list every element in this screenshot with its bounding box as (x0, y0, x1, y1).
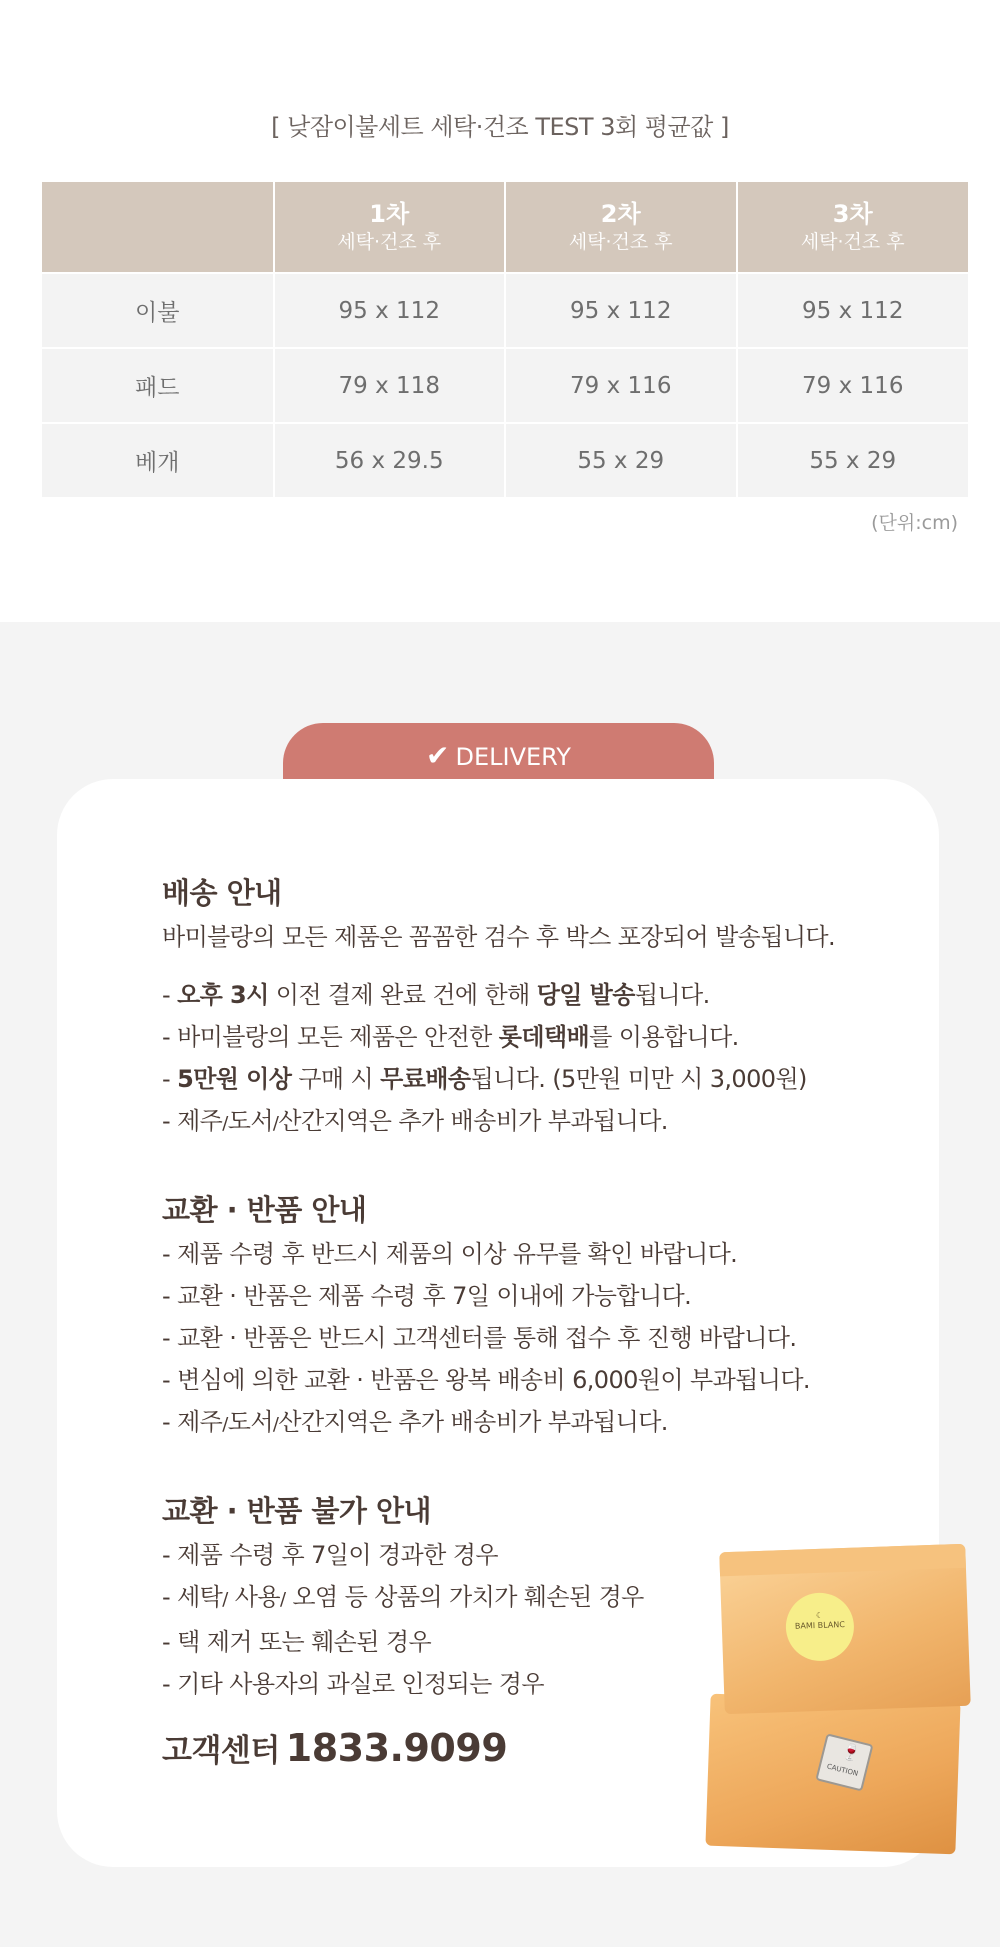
wash-test-table (42, 182, 968, 497)
box-bottom (705, 1694, 960, 1855)
no-exchange-title: 교환 · 반품 불가 안내 (162, 1494, 432, 1528)
table-cell: 79 x 116 (505, 348, 737, 423)
highlight: 당일 발송 (536, 981, 635, 1009)
round-sub-label: 세탁·건조 후 (337, 231, 442, 253)
table-row (42, 348, 968, 423)
no-exchange-line: - 택 제거 또는 훼손된 경우 (162, 1628, 432, 1656)
moon-icon: ☾ (815, 1610, 824, 1621)
table-cell: 79 x 116 (737, 348, 969, 423)
table-header-row (42, 182, 968, 273)
shipping-line (162, 974, 902, 1016)
text: 오염 등 상품의 가치가 훼손된 경우 (285, 1583, 644, 1611)
table-cell: 95 x 112 (505, 273, 737, 348)
delivery-tab-label: DELIVERY (455, 743, 571, 771)
slash: / (222, 1589, 228, 1610)
boxes-illustration (708, 1548, 978, 1848)
highlight: 무료배송 (380, 1065, 471, 1093)
text: 산간지역은 추가 배송비가 부과됩니다. (278, 1408, 668, 1436)
customer-center-number: 1833.9099 (285, 1726, 508, 1770)
row-label: 이불 (42, 273, 274, 348)
header-round-3 (737, 182, 969, 273)
text: - 제주 (162, 1408, 223, 1436)
slash: / (222, 1113, 228, 1134)
exchange-title: 교환 · 반품 안내 (162, 1193, 367, 1227)
highlight: 오후 3시 (177, 981, 269, 1009)
exchange-line: - 교환 · 반품은 반드시 고객센터를 통해 접수 후 진행 바랍니다. (162, 1324, 797, 1352)
spacer (162, 1446, 902, 1488)
text: - (162, 981, 178, 1009)
brand-seal (785, 1592, 855, 1662)
text: - 세탁 (162, 1583, 223, 1611)
header-empty-cell (42, 182, 274, 273)
exchange-line: - 변심에 의한 교환 · 반품은 왕복 배송비 6,000원이 부과됩니다. (162, 1366, 810, 1394)
text: - (162, 1065, 178, 1093)
fragile-icon: 🍷 (839, 1740, 864, 1764)
shipping-title: 배송 안내 (162, 876, 282, 910)
checkmark-icon: ✔ (426, 739, 450, 772)
spacer (162, 1145, 902, 1187)
row-label: 베개 (42, 423, 274, 497)
text: - 제주 (162, 1107, 223, 1135)
text: 산간지역은 추가 배송비가 부과됩니다. (278, 1107, 668, 1135)
text: 도서 (227, 1107, 273, 1135)
highlight: 5만원 이상 (177, 1065, 292, 1093)
header-round-2 (505, 182, 737, 273)
round-label: 3차 (832, 200, 873, 228)
text: 사용 (227, 1583, 280, 1611)
exchange-line (162, 1401, 902, 1446)
no-exchange-line: - 기타 사용자의 과실로 인정되는 경우 (162, 1670, 544, 1698)
table-cell: 95 x 112 (274, 273, 506, 348)
text: 됩니다. (5만원 미만 시 3,000원) (470, 1065, 807, 1093)
text: 됩니다. (634, 981, 710, 1009)
table-cell: 95 x 112 (737, 273, 969, 348)
text: 구매 시 (291, 1065, 381, 1093)
round-sub-label: 세탁·건조 후 (568, 231, 673, 253)
round-label: 2차 (600, 200, 641, 228)
text: - 바미블랑의 모든 제품은 안전한 (162, 1023, 499, 1051)
unit-label: (단위:cm) (871, 512, 958, 534)
box-flap (719, 1544, 966, 1577)
slash: / (272, 1113, 279, 1134)
shipping-lead: 바미블랑의 모든 제품은 꼼꼼한 검수 후 박스 포장되어 발송됩니다. (162, 923, 836, 951)
customer-center-label: 고객센터 (162, 1733, 280, 1769)
round-label: 1차 (369, 200, 410, 228)
text: 를 이용합니다. (589, 1023, 739, 1051)
round-sub-label: 세탁·건조 후 (800, 231, 905, 253)
table-cell: 79 x 118 (274, 348, 506, 423)
slash: / (272, 1414, 279, 1435)
exchange-line: - 교환 · 반품은 제품 수령 후 7일 이내에 가능합니다. (162, 1282, 692, 1310)
row-label: 패드 (42, 348, 274, 423)
caution-text: CAUTION (826, 1762, 859, 1778)
box-top (719, 1544, 971, 1714)
slash: / (222, 1414, 228, 1435)
highlight: 롯데택배 (498, 1023, 590, 1051)
table-cell: 55 x 29 (737, 423, 969, 497)
slash: / (279, 1589, 286, 1610)
exchange-line: - 제품 수령 후 반드시 제품의 이상 유무를 확인 바랍니다. (162, 1240, 738, 1268)
wash-test-title: [ 낮잠이불세트 세탁·건조 TEST 3회 평균값 ] (271, 113, 729, 141)
caution-label (815, 1733, 873, 1791)
table-cell: 55 x 29 (505, 423, 737, 497)
shipping-line (162, 1058, 902, 1100)
table-row (42, 273, 968, 348)
no-exchange-line: - 제품 수령 후 7일이 경과한 경우 (162, 1541, 498, 1569)
header-round-1 (274, 182, 506, 273)
table-cell: 56 x 29.5 (274, 423, 506, 497)
shipping-line (162, 1100, 902, 1145)
text: 이전 결제 완료 건에 한해 (268, 981, 537, 1009)
text: 도서 (227, 1408, 273, 1436)
seal-text: BAMI BLANC (794, 1620, 845, 1631)
shipping-line (162, 1016, 902, 1058)
table-row (42, 423, 968, 497)
